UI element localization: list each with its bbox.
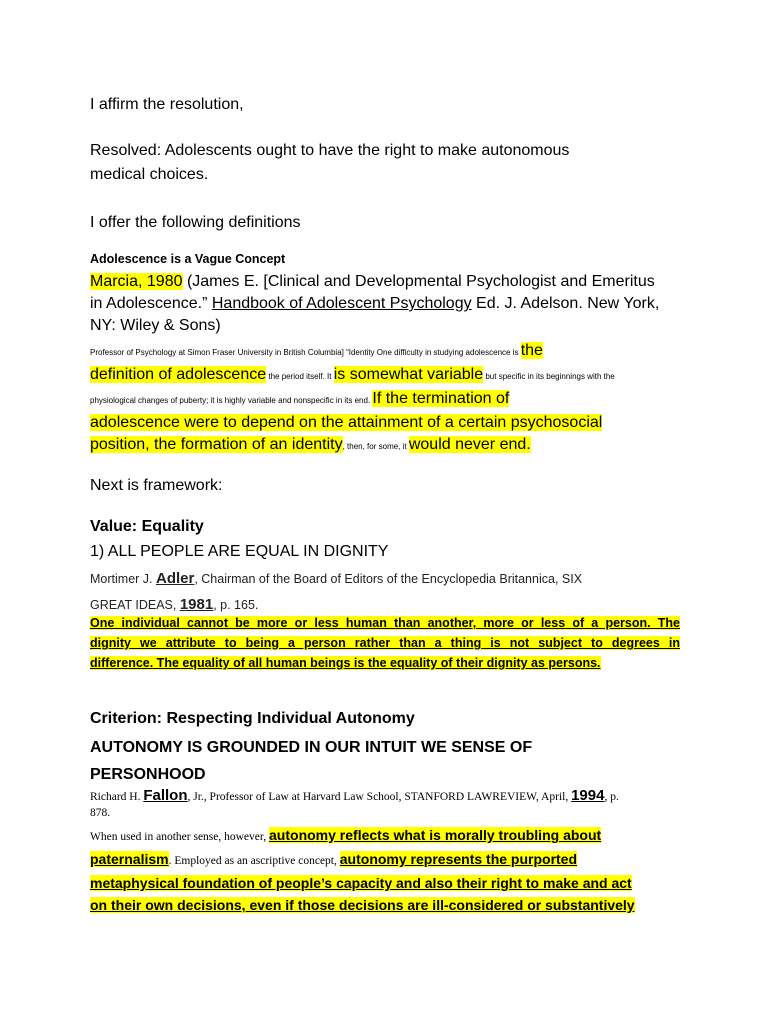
resolution-line-1: Resolved: Adolescents ought to have the right to make autonomous bbox=[90, 142, 570, 159]
adler-card: One individual cannot be more or less human than another, more or less of a person. The dignity we attribute to being a person rather than a thing is not subject to degrees in difference. The equality of all human beings is the equality of their dignity as persons. bbox=[90, 616, 680, 670]
citation-year: 1981 bbox=[179, 596, 214, 613]
citation-author: Adler bbox=[155, 570, 195, 587]
adolescence-citation: Marcia, 1980 (James E. [Clinical and Developmental Psychologist and Emeritus in Adolescence.” Handbook of Adolescent Psychology Ed. J. Adelson. New York, NY: Wiley & Sons) bbox=[90, 273, 660, 334]
citation-year: 1994 bbox=[571, 787, 605, 804]
adler-citation: Mortimer J. Adler, Chairman of the Board of Editors of the Encyclopedia Britannica, SIX GREAT IDEAS, 1981, p. 165. bbox=[90, 570, 583, 613]
resolution bbox=[90, 139, 690, 187]
definitions-intro: I offer the following definitions bbox=[90, 214, 301, 231]
value-heading: Value: Equality bbox=[90, 518, 204, 535]
value-contention: 1) ALL PEOPLE ARE EQUAL IN DIGNITY bbox=[90, 543, 389, 560]
criterion-tag: AUTONOMY IS GROUNDED IN OUR INTUIT WE SENSE OF PERSONHOOD bbox=[90, 739, 533, 783]
affirm-line: I affirm the resolution, bbox=[90, 96, 244, 113]
resolution-line-2: medical choices. bbox=[90, 166, 209, 183]
fallon-card: When used in another sense, however, autonomy reflects what is morally troubling about paternalism. Employed as an ascriptive concept, autonomy represents the purported metaphysical foundation of people’s capacity and also their right to make and act on their own decisions, even if those decisions are ill-considered or substantively bbox=[90, 827, 635, 913]
criterion-heading: Criterion: Respecting Individual Autonomy bbox=[90, 710, 415, 727]
fallon-citation: Richard H. Fallon, Jr., Professor of Law at Harvard Law School, STANFORD LAWREVIEW, April, 1994, p. 878. bbox=[90, 787, 619, 819]
citation-author: Marcia, 1980 bbox=[90, 273, 183, 290]
adolescence-card: Professor of Psychology at Simon Fraser University in British Columbia] “Identity One difficulty in studying adolescence is the definition of adolescence the period itself. It is somewhat variable but specific in its beginnings with the physiological changes of puberty; it is highly variable and nonspecific in its end. If the termination of adolescence were to depend on the attainment of a certain psychosocial position, the formation of an identity, then, for some, it would never end. bbox=[90, 342, 615, 453]
adolescence-heading: Adolescence is a Vague Concept bbox=[90, 252, 286, 266]
framework-intro: Next is framework: bbox=[90, 477, 223, 494]
book-title: Handbook of Adolescent Psychology bbox=[211, 295, 472, 312]
citation-author: Fallon bbox=[143, 787, 188, 804]
